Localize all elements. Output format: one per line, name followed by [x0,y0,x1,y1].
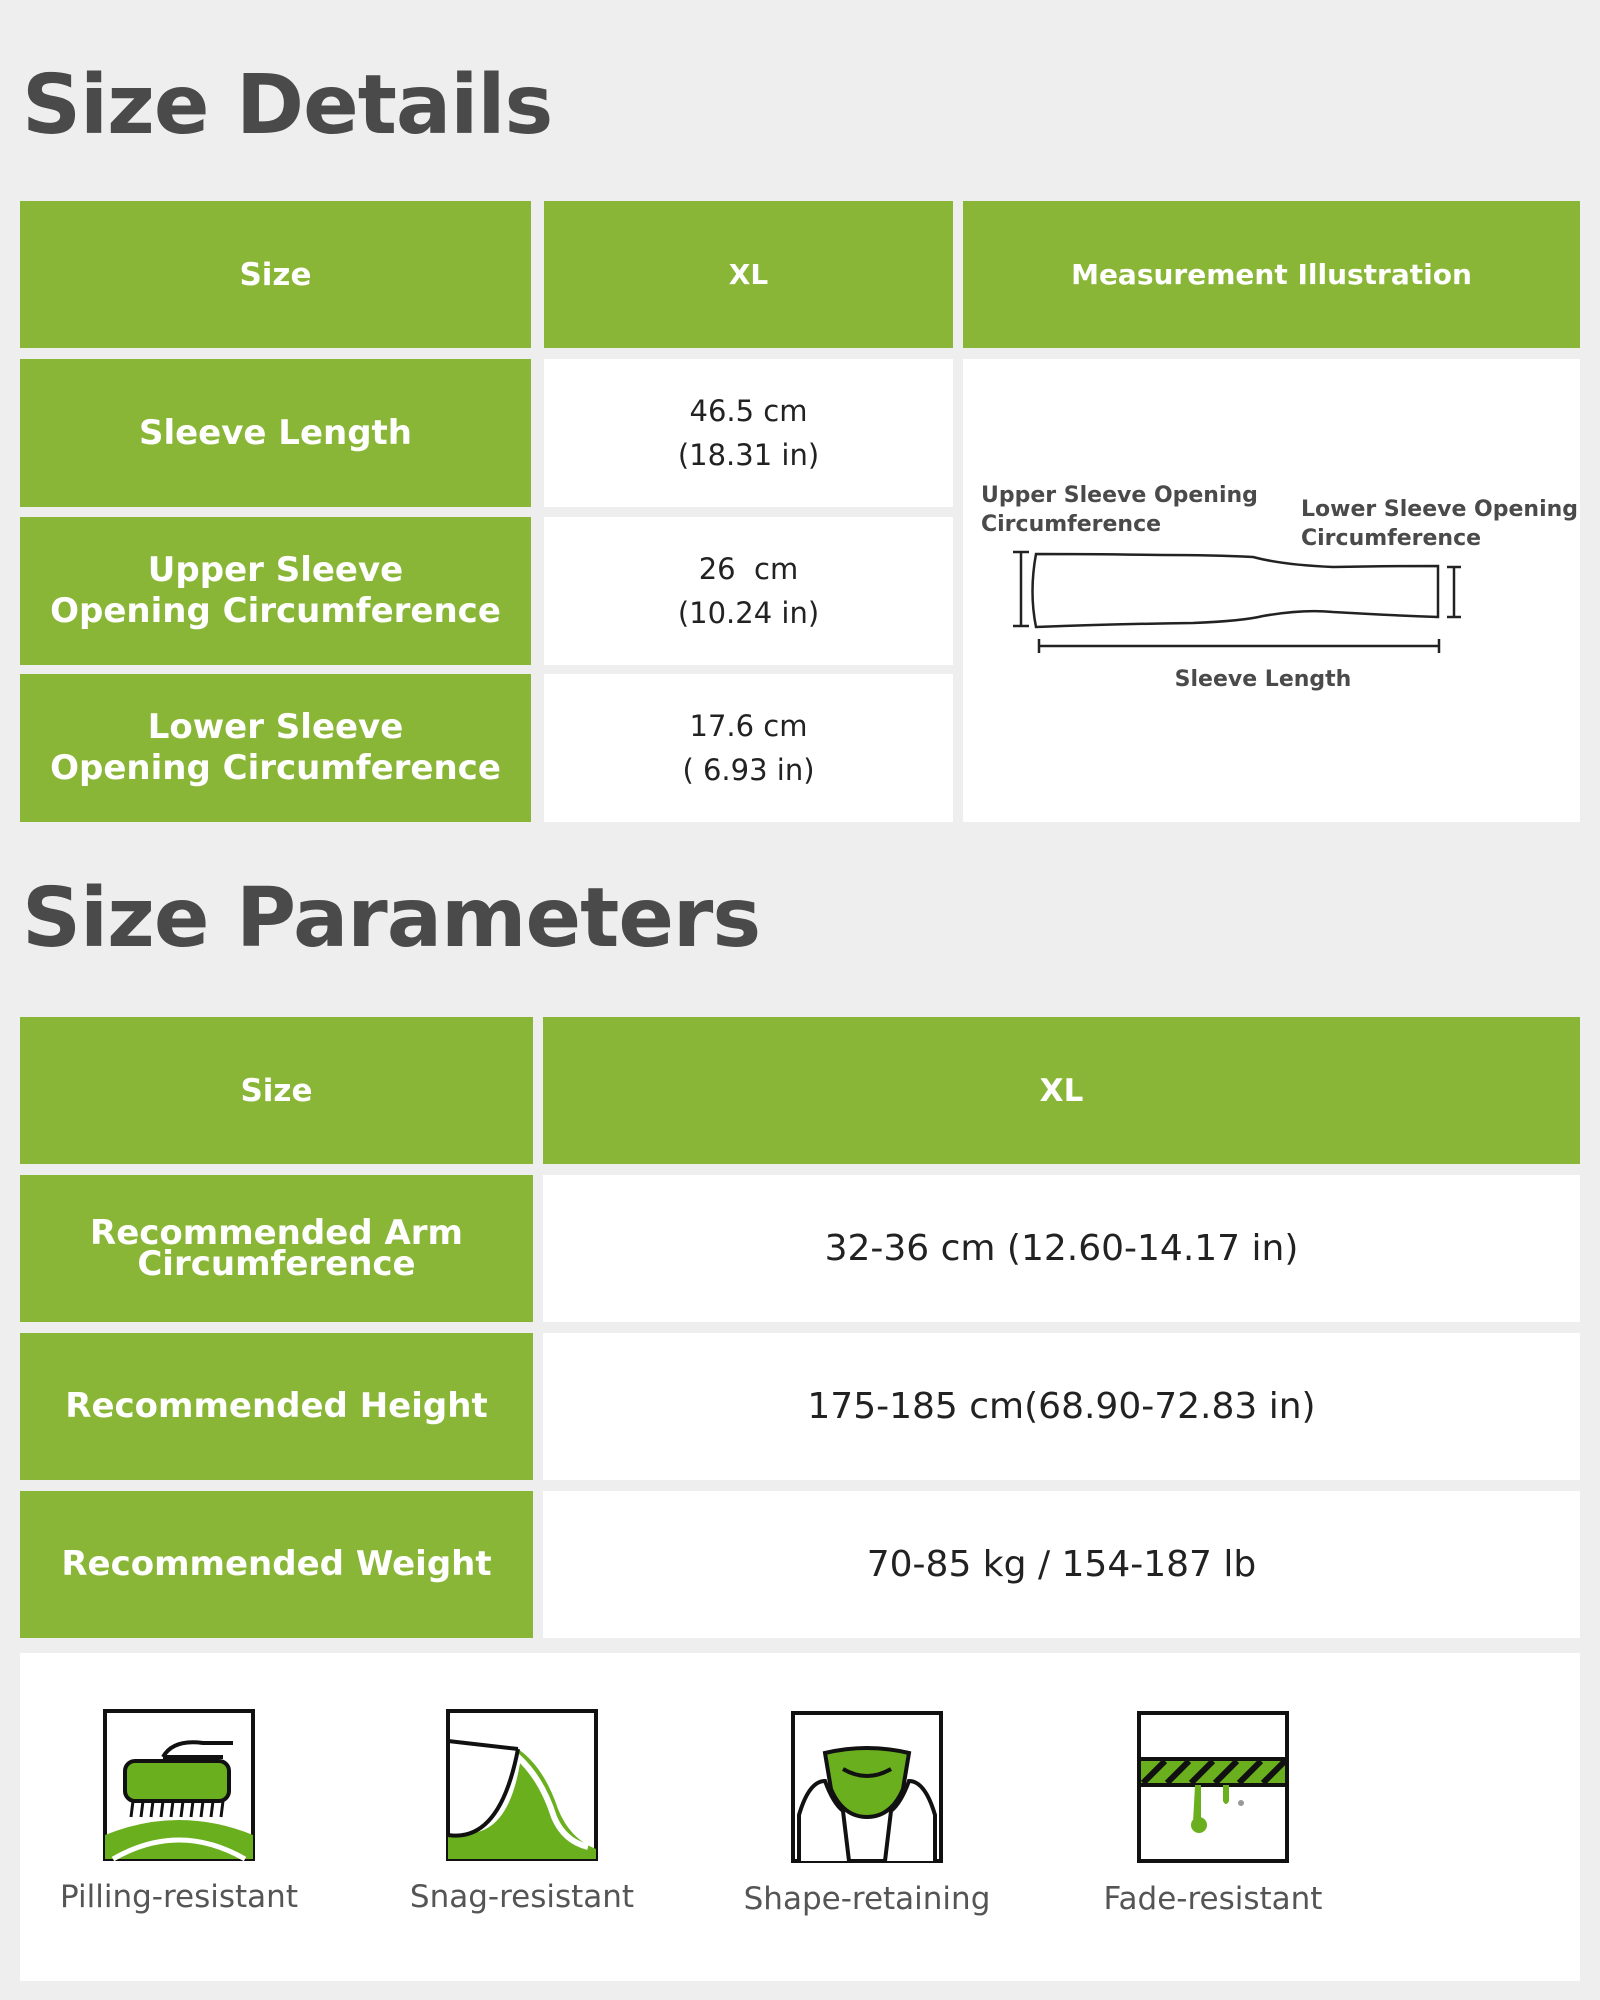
features-panel [20,1653,1580,1981]
feature-label: Snag-resistant [409,1879,635,1915]
feature-label: Fade-resistant [1103,1881,1323,1917]
arm-circumference-value: 32-36 cm (12.60-14.17 in) [824,1228,1299,1269]
params-row-value [543,1491,1580,1638]
details-header-size [20,201,531,348]
details-row-label [20,674,531,822]
lower-opening-caption-line1: Lower Sleeve Opening [1301,497,1579,522]
upper-opening-caption-line2: Circumference [981,512,1162,537]
arm-circumference-label-line1: Recommended Arm [90,1212,463,1253]
params-row-value [543,1175,1580,1322]
upper-opening-in: (10.24 in) [677,596,820,630]
sleeve-diagram [963,359,1580,822]
upper-opening-label-line1: Upper Sleeve [147,550,404,590]
sleeve-outline [1033,554,1439,627]
upper-opening-cm: 26 cm [698,552,799,586]
sleeve-length-label: Sleeve Length [138,412,413,453]
params-row-value [543,1333,1580,1480]
brush-icon [103,1709,255,1861]
feature-snag-resistant [392,1709,652,1915]
params-header-size [20,1017,533,1164]
sleeve-length-caption: Sleeve Length [1174,667,1352,692]
details-header-xl-label: XL [728,258,769,291]
params-header-xl-label: XL [1039,1072,1084,1109]
size-parameters-title: Size Parameters [22,871,761,966]
feature-pilling-resistant [49,1709,309,1915]
sleeve-length-in: (18.31 in) [677,438,820,472]
params-header-size-label: Size [240,1072,313,1109]
params-row-label [20,1175,533,1322]
details-row-value [544,674,953,822]
details-row-label [20,517,531,665]
details-header-xl [544,201,953,348]
upper-opening-caption-line1: Upper Sleeve Opening [981,483,1258,508]
params-row-label [20,1491,533,1638]
size-details-title: Size Details [22,58,553,153]
params-header-xl [543,1017,1580,1164]
feature-label: Shape-retaining [743,1881,991,1917]
lower-opening-label-line2: Opening Circumference [50,748,501,788]
details-row-label [20,359,531,507]
details-row-value [544,359,953,507]
stretch-icon [791,1711,943,1863]
snag-icon [446,1709,598,1861]
upper-opening-measure [1013,552,1029,626]
feature-fade-resistant [1083,1711,1343,1917]
sleeve-length-measure [1039,639,1439,653]
upper-opening-label-line2: Opening Circumference [50,591,501,631]
arm-circumference-label-line2: Circumference [137,1243,416,1284]
details-header-illustration-label: Measurement Illustration [1071,258,1472,291]
lower-opening-measure [1447,567,1461,617]
height-label: Recommended Height [65,1386,488,1426]
weight-value: 70-85 kg / 154-187 lb [866,1544,1257,1585]
feature-shape-retaining [737,1711,997,1917]
measurement-illustration [963,359,1580,822]
height-value: 175-185 cm(68.90-72.83 in) [807,1386,1316,1427]
sleeve-length-cm: 46.5 cm [689,394,808,428]
params-row-label [20,1333,533,1480]
lower-opening-label-line1: Lower Sleeve [147,707,404,747]
weight-label: Recommended Weight [61,1544,492,1584]
lower-opening-in: ( 6.93 in) [682,753,815,787]
dye-drip-icon [1137,1711,1289,1863]
lower-opening-cm: 17.6 cm [689,709,808,743]
lower-opening-caption-line2: Circumference [1301,526,1482,551]
details-header-size-label: Size [239,256,312,293]
feature-label: Pilling-resistant [60,1879,298,1915]
details-row-value [544,517,953,665]
details-header-illustration [963,201,1580,348]
